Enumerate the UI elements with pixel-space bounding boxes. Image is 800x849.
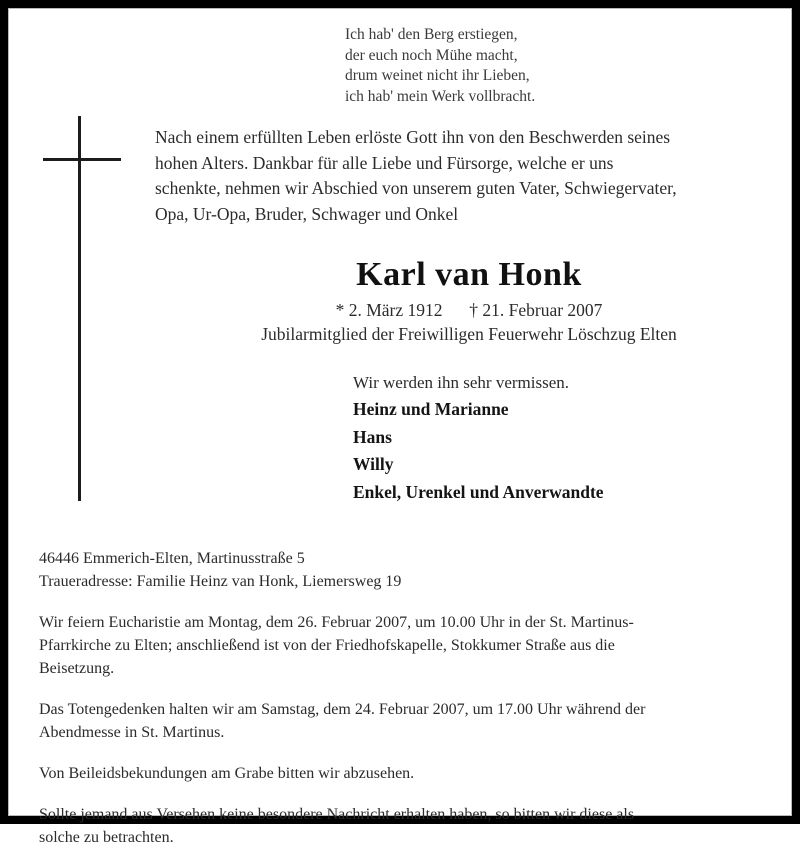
eucharist-line-3: Beisetzung. [39, 660, 115, 677]
death-date: 21. Februar 2007 [482, 300, 603, 320]
eucharist-line-1: Wir feiern Eucharistie am Montag, dem 26. Februar 2007, um 10.00 Uhr in der St. Martinus- [39, 614, 634, 631]
eucharist-info [39, 611, 774, 680]
obituary-inner-border [8, 8, 792, 846]
mourners-block [353, 369, 773, 506]
tribute-line-2: hohen Alters. Dankbar für alle Liebe und Fürsorge, welche er uns [155, 152, 614, 173]
tribute-line-1: Nach einem erfüllten Leben erlöste Gott ihn von den Beschwerden seines [155, 127, 671, 147]
obituary-upper-section [9, 9, 791, 514]
memorial-poem [345, 25, 745, 107]
mourning-intro: Wir werden ihn sehr vermissen. [353, 373, 570, 392]
poem-line-4: ich hab' mein Werk vollbracht. [345, 87, 536, 105]
notification-line-2: solche zu betrachten. [39, 829, 174, 846]
cross-horizontal-bar [43, 158, 121, 161]
mourner-name: Heinz und Marianne [353, 399, 509, 419]
mourner-name: Hans [353, 426, 392, 447]
notification-line-1: Sollte jemand aus Versehen keine besondere Nachricht erhalten haben, so bitten wir diese als [39, 806, 635, 823]
memorial-line-2: Abendmesse in St. Martinus. [39, 724, 225, 741]
memorial-info [39, 698, 774, 744]
tribute-line-3: schenkte, nehmen wir Abschied von unserem guten Vater, Schwiegervater, [155, 178, 677, 198]
tribute-line-4: Opa, Ur-Opa, Bruder, Schwager und Onkel [155, 203, 459, 224]
death-dagger-icon: † [469, 300, 478, 320]
poem-line-2: der euch noch Mühe macht, [345, 46, 518, 64]
mourner-name: Enkel, Urenkel und Anverwandte [353, 481, 604, 502]
address-block [39, 547, 774, 593]
notification-info [39, 803, 774, 849]
address-line: 46446 Emmerich-Elten, Martinusstraße 5 [39, 550, 305, 567]
birth-star-icon: * [335, 300, 345, 320]
mourning-address-line: Traueradresse: Familie Heinz van Honk, Liemersweg 19 [39, 573, 402, 590]
poem-line-3: drum weinet nicht ihr Lieben, [345, 67, 530, 84]
eucharist-line-2: Pfarrkirche zu Elten; anschließend ist von der Friedhofskapelle, Stokkumer Straße aus die [39, 637, 615, 654]
poem-line-1: Ich hab' den Berg erstiegen, [345, 26, 518, 43]
condolences-info [39, 762, 774, 785]
deceased-name: Karl van Honk [356, 256, 582, 293]
condolences-line-1: Von Beileidsbekundungen am Grabe bitten wir abzusehen. [39, 765, 415, 782]
obituary-lower-section [39, 547, 774, 849]
tribute-paragraph [155, 125, 789, 227]
life-dates [69, 298, 800, 322]
mourner-name: Willy [353, 454, 394, 474]
deceased-name-block [69, 255, 800, 346]
memorial-line-1: Das Totengedenken halten wir am Samstag, dem 24. Februar 2007, um 17.00 Uhr während der [39, 701, 646, 718]
birth-date: 2. März 1912 [348, 300, 443, 320]
deceased-affiliation: Jubilarmitglied der Freiwilligen Feuerwehr Löschzug Elten [261, 324, 677, 344]
